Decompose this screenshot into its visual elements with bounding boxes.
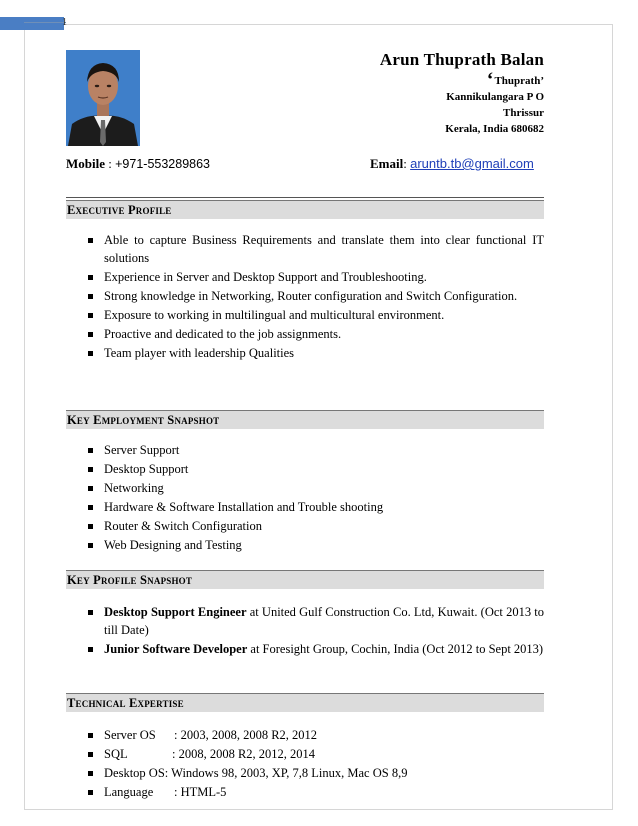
list-item: Proactive and dedicated to the job assignments.	[88, 326, 544, 344]
email-link[interactable]: aruntb.tb@gmail.com	[410, 156, 534, 171]
key-profile-list	[88, 604, 544, 661]
role-title: Desktop Support Engineer	[104, 605, 247, 619]
list-item: Networking	[88, 480, 544, 498]
list-item: Able to capture Business Requirements and translate them into clear functional IT solutions	[88, 232, 544, 267]
address-line-1: Kannikulangara P O	[446, 91, 544, 103]
list-item: Exposure to working in multilingual and multicultural environment.	[88, 307, 544, 325]
candidate-name: Arun Thuprath Balan	[379, 50, 544, 69]
profile-photo	[66, 50, 140, 146]
technical-expertise-list	[88, 727, 544, 803]
section-header-executive-profile: Executive Profile	[66, 200, 544, 219]
apostrophe-mark: ‘	[486, 69, 494, 91]
address-line-3: Kerala, India 680682	[445, 123, 544, 135]
header-accent-band	[0, 17, 64, 30]
role-detail: at United Gulf Construction Co. Ltd, Kuwait. (Oct 2013 to till Date)	[104, 605, 544, 637]
list-item: Team player with leadership Qualities	[88, 345, 544, 363]
list-item: Hardware & Software Installation and Trouble shooting	[88, 499, 544, 517]
list-item: Server Support	[88, 442, 544, 460]
header-accent-line	[24, 22, 66, 23]
section-header-key-employment: Key Employment Snapshot	[66, 410, 544, 429]
role-title: Junior Software Developer	[104, 642, 248, 656]
section-header-key-profile: Key Profile Snapshot	[66, 570, 544, 589]
skill-value: : 2008, 2008 R2, 2012, 2014	[172, 747, 316, 761]
skill-label: Desktop OS	[104, 766, 165, 780]
email-label: Email	[370, 156, 404, 171]
list-item	[88, 641, 544, 659]
skill-value: : HTML-5	[174, 785, 227, 799]
mobile-label: Mobile	[66, 156, 105, 171]
header-address-block	[380, 50, 544, 137]
list-item: Strong knowledge in Networking, Router configuration and Switch Configuration.	[88, 288, 544, 306]
email-contact: Email: aruntb.tb@gmail.com	[370, 156, 534, 171]
house-name: Thuprath’	[494, 75, 544, 87]
list-item: Experience in Server and Desktop Support and Troubleshooting.	[88, 269, 544, 287]
list-item	[88, 727, 544, 745]
role-detail: at Foresight Group, Cochin, India (Oct 2012 to Sept 2013)	[247, 642, 544, 656]
address-line-2: Thrissur	[503, 107, 544, 119]
list-item: Web Designing and Testing	[88, 537, 544, 555]
list-item: Desktop Support	[88, 461, 544, 479]
skill-value: : 2003, 2008, 2008 R2, 2012	[174, 728, 318, 742]
list-item: Router & Switch Configuration	[88, 518, 544, 536]
list-item	[88, 784, 544, 802]
section-top-rule	[66, 197, 544, 198]
mobile-value: +971-553289863	[115, 157, 211, 171]
executive-profile-list	[88, 232, 544, 364]
list-item	[88, 765, 544, 783]
section-header-technical-expertise: Technical Expertise	[66, 693, 544, 712]
skill-value: : Windows 98, 2003, XP, 7,8 Linux, Mac OS 8,9	[164, 766, 408, 780]
skill-label: Server OS	[104, 728, 156, 742]
key-employment-list	[88, 442, 544, 556]
list-item	[88, 604, 544, 639]
list-item	[88, 746, 544, 764]
address-house	[380, 69, 544, 91]
skill-label: SQL	[104, 747, 128, 761]
skill-label: Language	[104, 785, 154, 799]
page-number: 1	[62, 17, 67, 28]
mobile-contact: Mobile : +971-553289863	[66, 156, 211, 171]
